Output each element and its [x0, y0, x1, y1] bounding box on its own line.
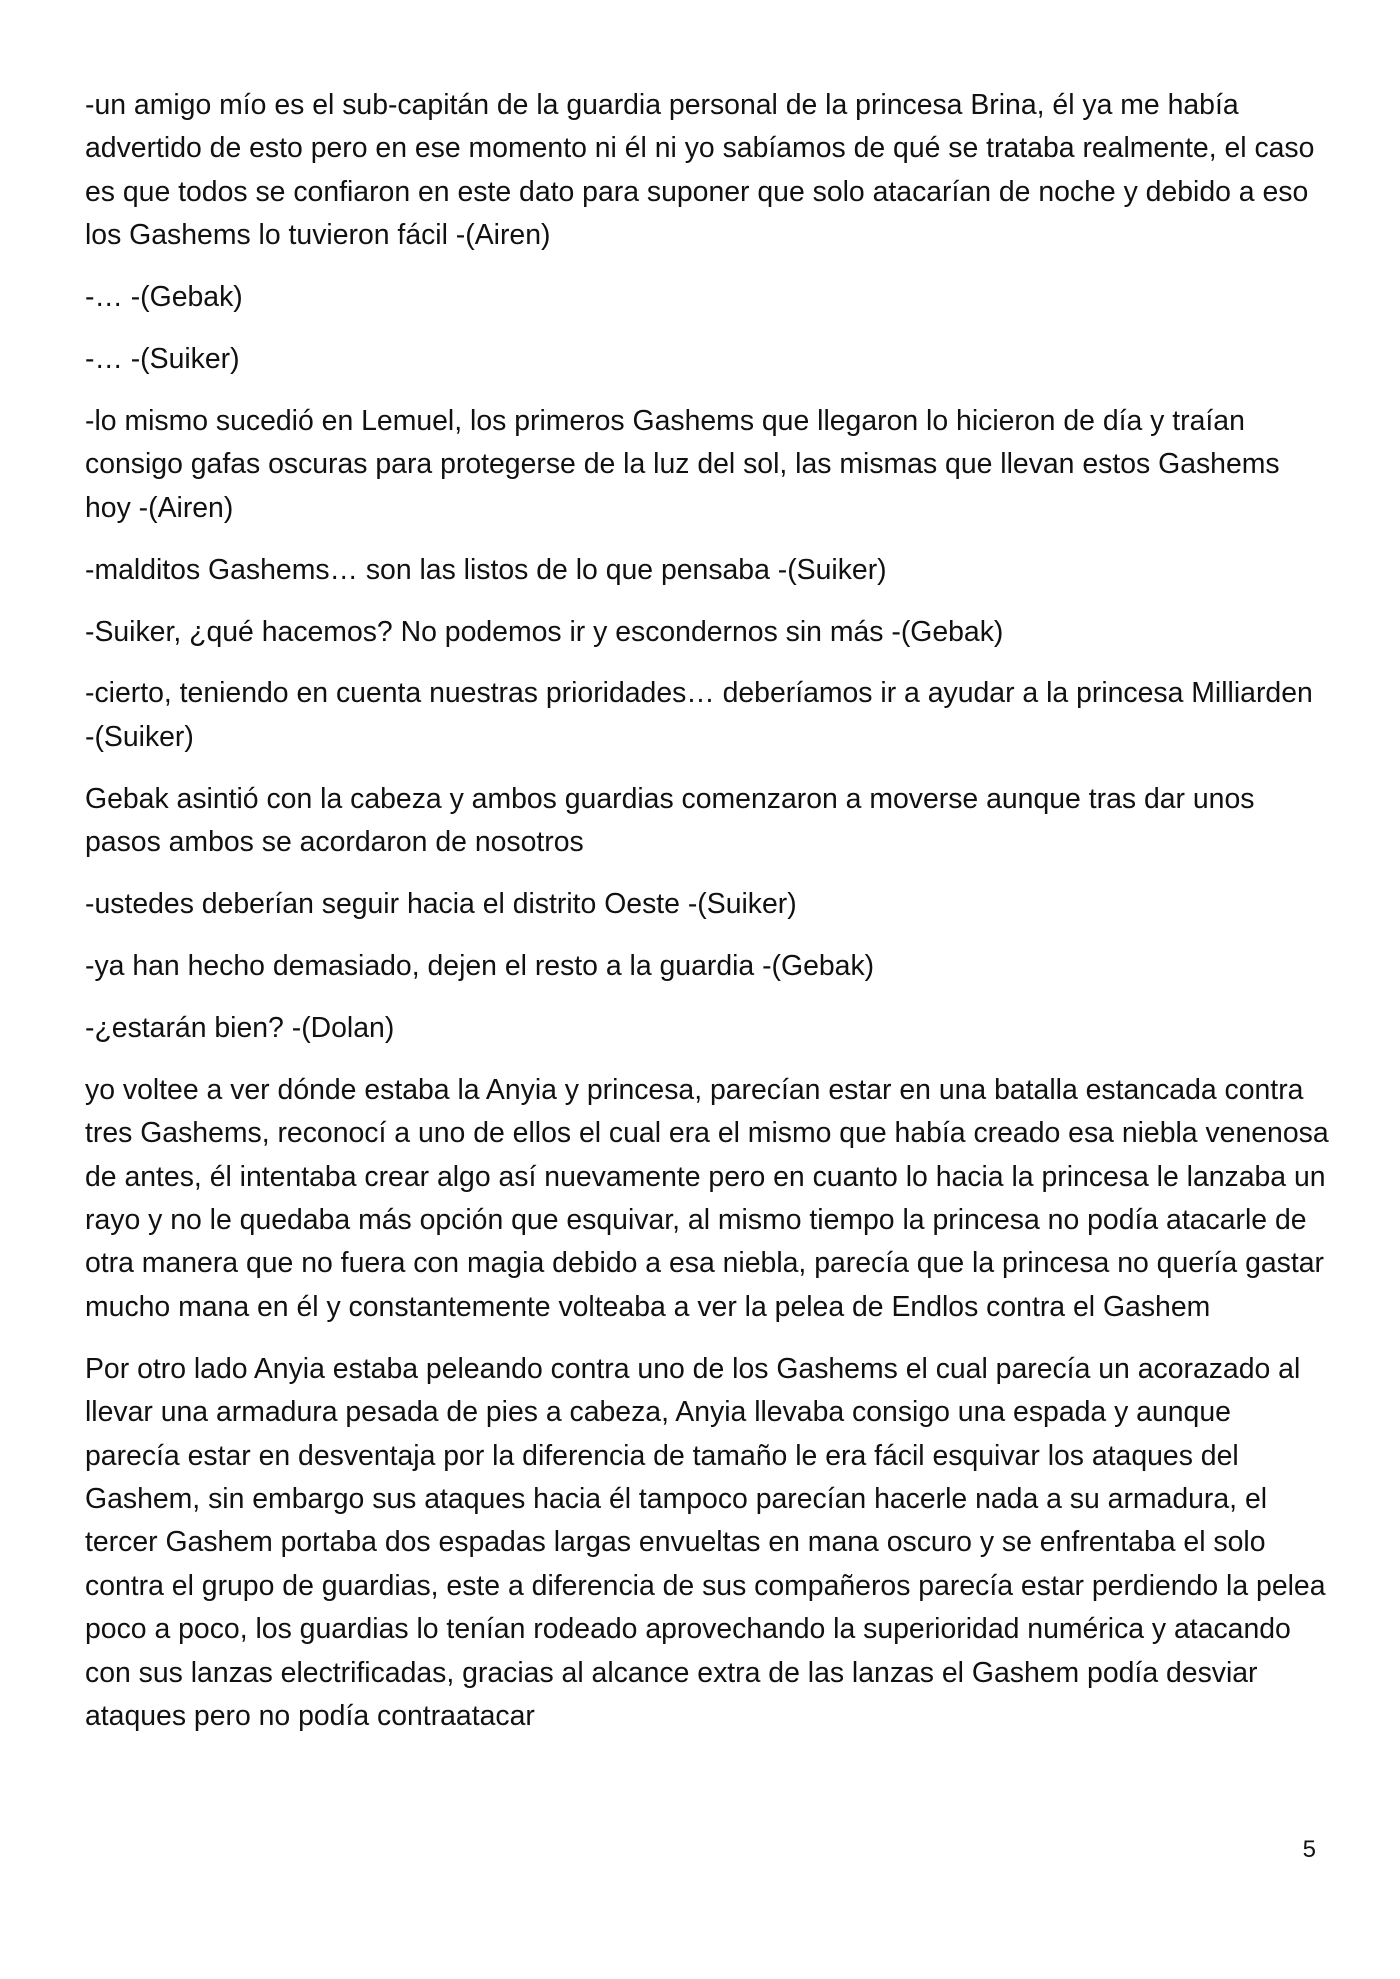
paragraph-10: -ya han hecho demasiado, dejen el resto a la guardia -(Gebak)	[85, 950, 875, 982]
paragraph-2: -… -(Gebak)	[85, 281, 243, 314]
paragraph-11: -¿estarán bien? -(Dolan)	[85, 1011, 395, 1044]
paragraph-5: -malditos Gashems… son las listos de lo que pensaba -(Suiker)	[85, 553, 887, 586]
paragraph-13: Por otro lado Anyia estaba peleando contra uno de los Gashems el cual parecía un acorazado al llevar una armadura pesada de pies a cabeza, Anyia llevaba consigo una espada y aunque parecía estar en desventaja por la diferencia de tamaño le era fácil esquivar los ataques del Gashem, sin embargo sus ataques hacia él tampoco parecían hacerle nada a su armadura, el tercer Gashem portaba dos espadas largas envueltas en mana oscuro y se enfrentaba el solo contra el grupo de guardias, este a diferencia de sus compañeros parecía estar perdiendo la pelea poco a poco, los guardias lo tenían rodeado aprovechando la superioridad numérica y atacando con sus lanzas electrificadas, gracias al alcance extra de las lanzas el Gashem podía desviar ataques pero no podía contraatacar	[85, 1352, 1326, 1732]
paragraph-6: -Suiker, ¿qué hacemos? No podemos ir y escondernos sin más -(Gebak)	[85, 615, 1004, 648]
paragraph-3: -… -(Suiker)	[85, 343, 240, 376]
paragraph-1: -un amigo mío es el sub-capitán de la guardia personal de la princesa Brina, él ya me había advertido de esto pero en ese momento ni él ni yo sabíamos de qué se trataba realmente, el caso es que todos se confiaron en este dato para suponer que solo atacarían de noche y debido a eso los Gashems lo tuvieron fácil -(Airen)	[85, 89, 1315, 252]
paragraph-8: Gebak asintió con la cabeza y ambos guardias comenzaron a moverse aunque tras dar unos pasos ambos se acordaron de nosotros	[85, 782, 1255, 859]
paragraph-4: -lo mismo sucedió en Lemuel, los primeros Gashems que llegaron lo hicieron de día y traían consigo gafas oscuras para protegerse de la luz del sol, las mismas que llevan estos Gashems hoy -(Airen)	[85, 404, 1280, 524]
paragraph-9: -ustedes deberían seguir hacia el distrito Oeste -(Suiker)	[85, 888, 797, 921]
document-body	[85, 84, 1330, 1757]
paragraph-7: -cierto, teniendo en cuenta nuestras prioridades… deberíamos ir a ayudar a la princesa Milliarden -(Suiker)	[85, 677, 1313, 753]
page-number: 5	[1302, 1836, 1316, 1863]
paragraph-12: yo voltee a ver dónde estaba la Anyia y princesa, parecían estar en una batalla estancada contra tres Gashems, reconocí a uno de ellos el cual era el mismo que había creado esa niebla venenosa de antes, él intentaba crear algo así nuevamente pero en cuanto lo hacia la princesa le lanzaba un rayo y no le quedaba más opción que esquivar, al mismo tiempo la princesa no podía atacarle de otra manera que no fuera con magia debido a esa niebla, parecía que la princesa no quería gastar mucho mana en él y constantemente volteaba a ver la pelea de Endlos contra el Gashem	[85, 1073, 1329, 1323]
